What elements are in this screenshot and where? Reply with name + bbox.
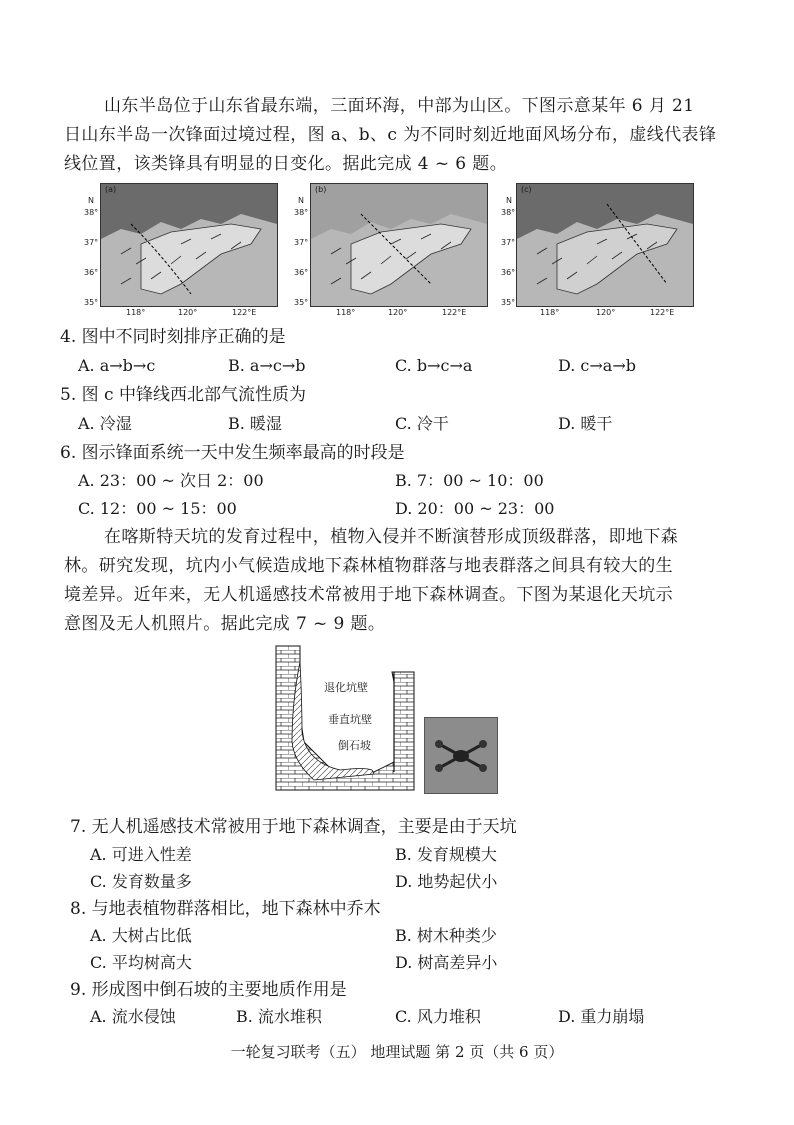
- map-b-lat-36: 36°: [294, 268, 309, 277]
- map-a-label: (a): [105, 185, 117, 194]
- q7-option-b[interactable]: B. 发育规模大: [395, 845, 497, 864]
- map-c-graphic: [517, 184, 693, 306]
- q5-option-b[interactable]: B. 暖湿: [228, 414, 282, 433]
- map-b-lon-118: 118°: [336, 308, 356, 317]
- q4-option-d[interactable]: D. c→a→b: [558, 356, 636, 375]
- intro1-line-2: 日山东半岛一次锋面过境过程，图 a、b、c 为不同时刻近地面风场分布，虚线代表锋: [64, 125, 717, 145]
- label-degraded-wall: 退化坑壁: [324, 681, 368, 694]
- map-c-north-label: N: [506, 196, 512, 205]
- map-a-lat-36: 36°: [84, 268, 99, 277]
- map-c-lat-35: 35°: [501, 298, 516, 307]
- wind-map-b: [310, 183, 488, 307]
- wind-map-a: [100, 183, 278, 307]
- q4-option-c[interactable]: C. b→c→a: [395, 356, 473, 375]
- label-talus-slope: 倒石坡: [338, 739, 371, 752]
- q8-option-a[interactable]: A. 大树占比低: [90, 926, 192, 945]
- intro2-line-2: 林。研究发现，坑内小气候造成地下森林植物群落与地表群落之间具有较大的生: [64, 556, 673, 576]
- q7-option-a[interactable]: A. 可进入性差: [90, 845, 192, 864]
- map-a-lon-122: 122°E: [232, 308, 257, 317]
- q5-option-a[interactable]: A. 冷湿: [78, 414, 132, 433]
- map-c-lon-120: 120°: [596, 308, 616, 317]
- q9-option-a[interactable]: A. 流水侵蚀: [90, 1007, 176, 1026]
- intro2-line-4: 意图及无人机照片。据此完成 7 ~ 9 题。: [64, 614, 386, 634]
- q5-option-d[interactable]: D. 暖干: [558, 414, 613, 433]
- drone-photo: [424, 717, 498, 794]
- map-c-lat-36: 36°: [501, 268, 516, 277]
- q9-option-b[interactable]: B. 流水堆积: [236, 1007, 322, 1026]
- map-b-north-label: N: [298, 196, 304, 205]
- q6-option-a[interactable]: A. 23：00 ~ 次日 2：00: [78, 471, 264, 490]
- map-c-lat-38: 38°: [501, 208, 516, 217]
- map-b-label: (b): [315, 185, 327, 194]
- q6-stem: 6. 图示锋面系统一天中发生频率最高的时段是: [60, 443, 405, 463]
- q7-option-d[interactable]: D. 地势起伏小: [395, 872, 498, 891]
- q8-option-d[interactable]: D. 树高差异小: [395, 953, 498, 972]
- map-a-lat-35: 35°: [84, 298, 99, 307]
- intro1-line-1: 山东半岛位于山东省最东端，三面环海，中部为山区。下图示意某年 6 月 21: [104, 96, 695, 116]
- map-b-lon-120: 120°: [388, 308, 408, 317]
- q5-stem: 5. 图 c 中锋线西北部气流性质为: [60, 385, 306, 405]
- q7-stem: 7. 无人机遥感技术常被用于地下森林调查，主要是由于天坑: [70, 817, 517, 837]
- q6-option-b[interactable]: B. 7：00 ~ 10：00: [395, 471, 544, 490]
- q8-option-c[interactable]: C. 平均树高大: [90, 953, 192, 972]
- intro1-line-3: 线位置，该类锋具有明显的日变化。据此完成 4 ~ 6 题。: [64, 154, 508, 174]
- intro2-line-1: 在喀斯特天坑的发育过程中，植物入侵并不断演替形成顶级群落，即地下森: [104, 527, 679, 547]
- map-b-lat-38: 38°: [294, 208, 309, 217]
- map-c-lat-37: 37°: [501, 238, 516, 247]
- map-a-graphic: [101, 184, 277, 306]
- map-b-graphic: [311, 184, 487, 306]
- map-c-lon-122: 122°E: [650, 308, 675, 317]
- map-a-lon-120: 120°: [178, 308, 198, 317]
- label-vertical-wall: 垂直坑壁: [328, 713, 372, 726]
- map-a-lat-37: 37°: [84, 238, 99, 247]
- drone-icon: [425, 718, 497, 793]
- map-b-lon-122: 122°E: [442, 308, 467, 317]
- q9-option-d[interactable]: D. 重力崩塌: [558, 1007, 645, 1026]
- wind-map-c: [516, 183, 694, 307]
- q6-option-d[interactable]: D. 20：00 ~ 23：00: [395, 499, 555, 518]
- map-c-lon-118: 118°: [540, 308, 560, 317]
- map-a-lat-38: 38°: [84, 208, 99, 217]
- page-footer: 一轮复习联考（五） 地理试题 第 2 页（共 6 页）: [230, 1043, 564, 1061]
- map-a-north-label: N: [88, 196, 94, 205]
- map-c-label: (c): [521, 185, 532, 194]
- q5-option-c[interactable]: C. 冷干: [395, 414, 449, 433]
- q4-option-a[interactable]: A. a→b→c: [78, 356, 156, 375]
- q4-option-b[interactable]: B. a→c→b: [228, 356, 306, 375]
- map-b-lat-35: 35°: [294, 298, 309, 307]
- q6-option-c[interactable]: C. 12：00 ~ 15：00: [78, 499, 237, 518]
- map-b-lat-37: 37°: [294, 238, 309, 247]
- map-a-lon-118: 118°: [126, 308, 146, 317]
- q9-stem: 9. 形成图中倒石坡的主要地质作用是: [70, 980, 347, 1000]
- q8-option-b[interactable]: B. 树木种类少: [395, 926, 497, 945]
- intro2-line-3: 境差异。近年来，无人机遥感技术常被用于地下森林调查。下图为某退化天坑示: [64, 585, 673, 605]
- q7-option-c[interactable]: C. 发育数量多: [90, 872, 192, 891]
- q9-option-c[interactable]: C. 风力堆积: [395, 1007, 481, 1026]
- q8-stem: 8. 与地表植物群落相比，地下森林中乔木: [70, 899, 381, 919]
- sinkhole-diagram: [274, 642, 420, 792]
- q4-stem: 4. 图中不同时刻排序正确的是: [60, 327, 286, 347]
